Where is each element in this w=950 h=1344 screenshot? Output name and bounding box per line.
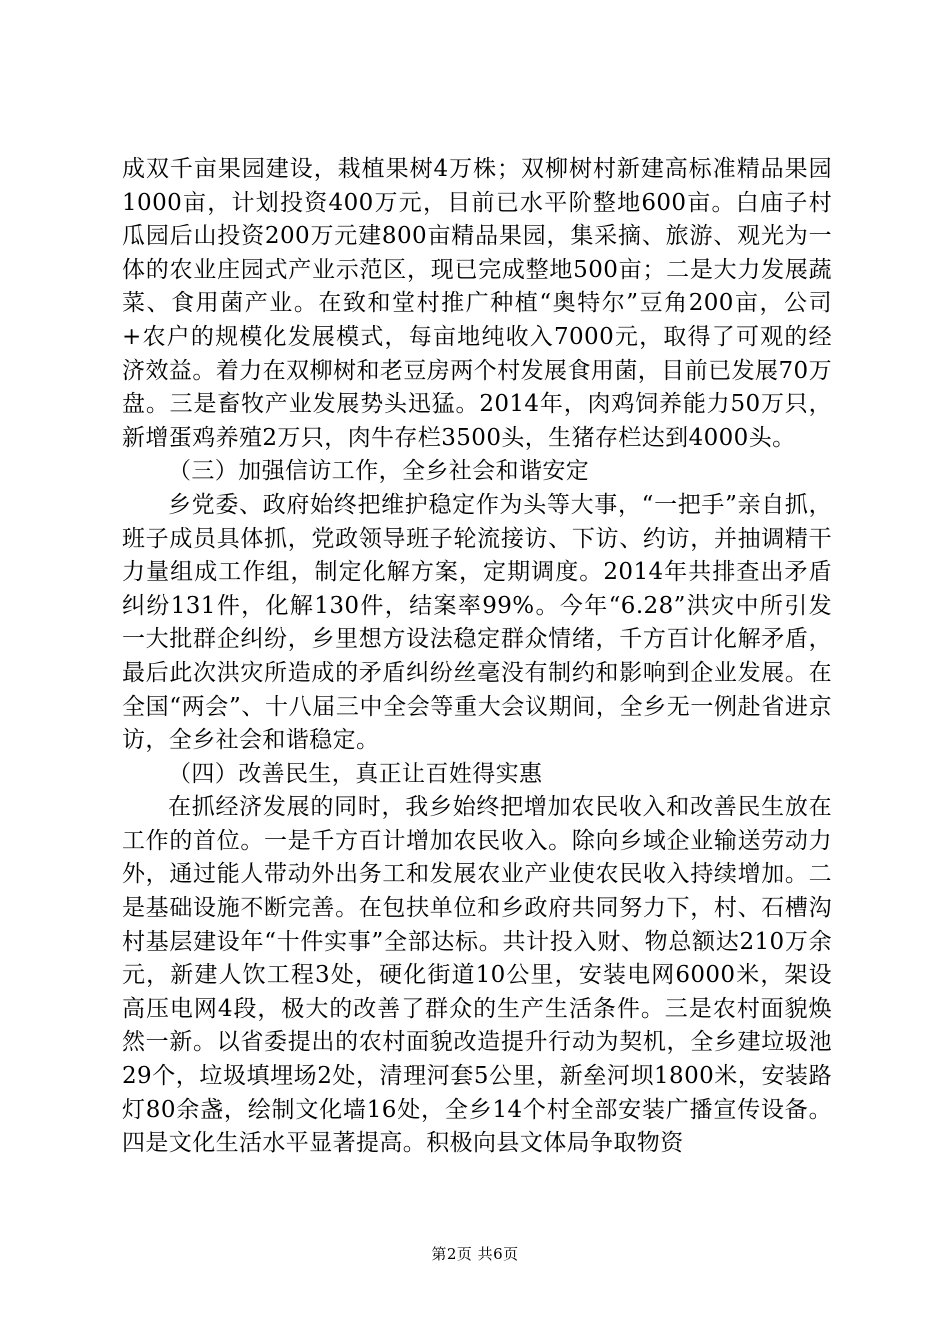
document-body — [122, 153, 832, 1161]
page-number-label: 第2页 共6页 — [431, 1245, 519, 1263]
body-paragraph-2: 乡党委、政府始终把维护稳定作为头等大事，“一把手”亲自抓，班子成员具体抓，党政领导班子轮流接访、下访、约访，并抽调精干力量组成工作组，制定化解方案，定期调度。2014年共排查出矛盾纠纷131件，化解130件，结案率99%。今年“6.28”洪灾中所引发一大批群企纠纷，乡里想方设法稳定群众情绪，千方百计化解矛盾，最后此次洪灾所造成的矛盾纠纷丝毫没有制约和影响到企业发展。在全国“两会”、十八届三中全会等重大会议期间，全乡无一例赴省进京访，全乡社会和谐稳定。 — [122, 491, 832, 754]
section-heading-4: （四）改善民生，真正让百姓得实惠 — [168, 760, 543, 787]
page-footer — [0, 1244, 950, 1264]
body-paragraph-1: 成双千亩果园建设，栽植果树4万株；双柳树村新建高标准精品果园1000亩，计划投资400万元，目前已水平阶整地600亩。白庙子村瓜园后山投资200万元建800亩精品果园，集采摘、旅游、观光为一体的农业庄园式产业示范区，现已完成整地500亩；二是大力发展蔬菜、食用菌产业。在致和堂村推广种植“奥特尔”豆角200亩，公司+农户的规模化发展模式，每亩地纯收入7000元，取得了可观的经济效益。着力在双柳树和老豆房两个村发展食用菌，目前已发展70万盘。三是畜牧产业发展势头迅猛。2014年，肉鸡饲养能力50万只，新增蛋鸡养殖2万只，肉牛存栏3500头，生猪存栏达到4000头。 — [122, 156, 832, 451]
section-heading-3: （三）加强信访工作，全乡社会和谐安定 — [168, 458, 590, 485]
body-paragraph-3: 在抓经济发展的同时，我乡始终把增加农民收入和改善民生放在工作的首位。一是千方百计增加农民收入。除向乡域企业输送劳动力外，通过能人带动外出务工和发展农业产业使农民收入持续增加。二是基础设施不断完善。在包扶单位和乡政府共同努力下，村、石槽沟村基层建设年“十件实事”全部达标。共计投入财、物总额达210万余元，新建人饮工程3处，硬化街道10公里，安装电网6000米，架设高压电网4段，极大的改善了群众的生产生活条件。三是农村面貌焕然一新。以省委提出的农村面貌改造提升行动为契机，全乡建垃圾池29个，垃圾填埋场2处，清理河套5公里，新垒河坝1800米，安装路灯80余盏，绘制文化墙16处，全乡14个村全部安装广播宣传设备。四是文化生活水平显著提高。积极向县文体局争取物资 — [122, 794, 832, 1157]
